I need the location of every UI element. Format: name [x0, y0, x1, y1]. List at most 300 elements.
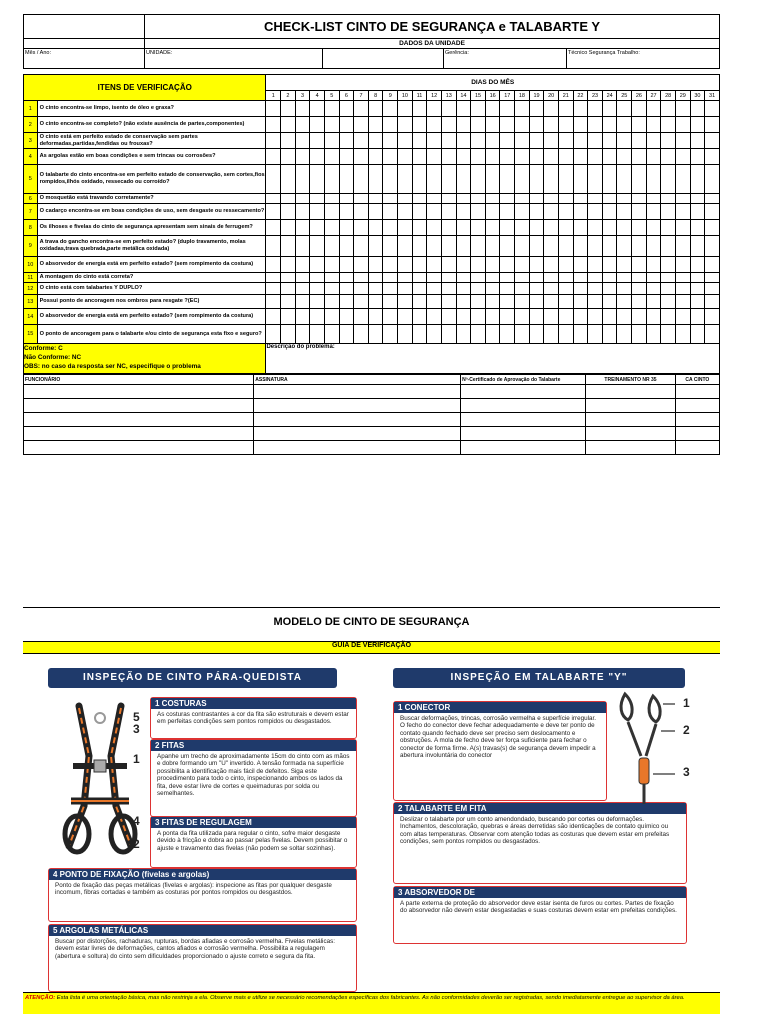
day-check-cell[interactable] [588, 165, 603, 194]
day-check-cell[interactable] [310, 149, 325, 165]
day-check-cell[interactable] [515, 133, 530, 149]
day-check-cell[interactable] [500, 220, 515, 236]
day-check-cell[interactable] [500, 236, 515, 257]
day-check-cell[interactable] [573, 133, 588, 149]
day-check-cell[interactable] [339, 101, 354, 117]
day-check-cell[interactable] [368, 236, 383, 257]
day-check-cell[interactable] [705, 149, 720, 165]
day-check-cell[interactable] [427, 309, 442, 325]
day-check-cell[interactable] [602, 149, 617, 165]
day-check-cell[interactable] [485, 133, 500, 149]
day-check-cell[interactable] [383, 133, 398, 149]
day-check-cell[interactable] [398, 236, 413, 257]
day-check-cell[interactable] [602, 295, 617, 309]
day-check-cell[interactable] [617, 165, 632, 194]
day-check-cell[interactable] [354, 149, 369, 165]
day-check-cell[interactable] [544, 257, 559, 273]
unidade-field[interactable]: UNIDADE: [145, 49, 323, 69]
day-check-cell[interactable] [588, 149, 603, 165]
day-check-cell[interactable] [324, 295, 339, 309]
day-check-cell[interactable] [632, 325, 647, 344]
day-check-cell[interactable] [266, 283, 281, 295]
day-check-cell[interactable] [500, 257, 515, 273]
day-check-cell[interactable] [705, 117, 720, 133]
day-check-cell[interactable] [632, 117, 647, 133]
day-check-cell[interactable] [471, 295, 486, 309]
day-check-cell[interactable] [310, 101, 325, 117]
day-check-cell[interactable] [281, 117, 296, 133]
day-check-cell[interactable] [661, 117, 676, 133]
day-check-cell[interactable] [398, 149, 413, 165]
day-check-cell[interactable] [339, 325, 354, 344]
day-check-cell[interactable] [529, 295, 544, 309]
day-check-cell[interactable] [456, 165, 471, 194]
signature-cell[interactable] [254, 399, 461, 413]
day-check-cell[interactable] [646, 165, 661, 194]
day-check-cell[interactable] [500, 117, 515, 133]
day-check-cell[interactable] [266, 257, 281, 273]
day-check-cell[interactable] [602, 257, 617, 273]
day-check-cell[interactable] [675, 133, 690, 149]
day-check-cell[interactable] [661, 194, 676, 204]
day-check-cell[interactable] [471, 101, 486, 117]
tecnico-field[interactable]: Técnico Segurança Trabalho: [567, 49, 720, 69]
day-check-cell[interactable] [295, 309, 310, 325]
day-check-cell[interactable] [471, 273, 486, 283]
day-check-cell[interactable] [412, 325, 427, 344]
day-check-cell[interactable] [354, 194, 369, 204]
day-check-cell[interactable] [471, 236, 486, 257]
day-check-cell[interactable] [500, 194, 515, 204]
day-check-cell[interactable] [602, 165, 617, 194]
signature-cell[interactable] [586, 399, 676, 413]
day-check-cell[interactable] [354, 117, 369, 133]
signature-cell[interactable] [461, 399, 586, 413]
day-check-cell[interactable] [324, 325, 339, 344]
day-check-cell[interactable] [368, 309, 383, 325]
day-check-cell[interactable] [705, 236, 720, 257]
day-check-cell[interactable] [281, 101, 296, 117]
day-check-cell[interactable] [266, 194, 281, 204]
day-check-cell[interactable] [661, 101, 676, 117]
day-check-cell[interactable] [383, 295, 398, 309]
day-check-cell[interactable] [544, 220, 559, 236]
day-check-cell[interactable] [675, 194, 690, 204]
day-check-cell[interactable] [412, 283, 427, 295]
day-check-cell[interactable] [632, 220, 647, 236]
day-check-cell[interactable] [661, 257, 676, 273]
day-check-cell[interactable] [617, 236, 632, 257]
day-check-cell[interactable] [324, 101, 339, 117]
day-check-cell[interactable] [690, 194, 705, 204]
day-check-cell[interactable] [485, 101, 500, 117]
day-check-cell[interactable] [617, 220, 632, 236]
day-check-cell[interactable] [281, 149, 296, 165]
day-check-cell[interactable] [690, 220, 705, 236]
day-check-cell[interactable] [515, 295, 530, 309]
day-check-cell[interactable] [354, 220, 369, 236]
day-check-cell[interactable] [573, 309, 588, 325]
day-check-cell[interactable] [500, 165, 515, 194]
day-check-cell[interactable] [383, 309, 398, 325]
day-check-cell[interactable] [544, 325, 559, 344]
day-check-cell[interactable] [705, 133, 720, 149]
day-check-cell[interactable] [661, 133, 676, 149]
day-check-cell[interactable] [588, 257, 603, 273]
day-check-cell[interactable] [690, 283, 705, 295]
day-check-cell[interactable] [544, 149, 559, 165]
day-check-cell[interactable] [412, 117, 427, 133]
day-check-cell[interactable] [441, 257, 456, 273]
day-check-cell[interactable] [412, 194, 427, 204]
day-check-cell[interactable] [441, 325, 456, 344]
day-check-cell[interactable] [354, 133, 369, 149]
day-check-cell[interactable] [310, 117, 325, 133]
day-check-cell[interactable] [617, 295, 632, 309]
day-check-cell[interactable] [441, 220, 456, 236]
day-check-cell[interactable] [281, 194, 296, 204]
day-check-cell[interactable] [427, 133, 442, 149]
day-check-cell[interactable] [456, 194, 471, 204]
day-check-cell[interactable] [471, 283, 486, 295]
day-check-cell[interactable] [324, 149, 339, 165]
day-check-cell[interactable] [324, 236, 339, 257]
day-check-cell[interactable] [398, 101, 413, 117]
signature-cell[interactable] [586, 385, 676, 399]
day-check-cell[interactable] [632, 295, 647, 309]
day-check-cell[interactable] [281, 309, 296, 325]
day-check-cell[interactable] [529, 133, 544, 149]
day-check-cell[interactable] [310, 325, 325, 344]
day-check-cell[interactable] [471, 133, 486, 149]
day-check-cell[interactable] [602, 309, 617, 325]
day-check-cell[interactable] [558, 133, 573, 149]
day-check-cell[interactable] [646, 194, 661, 204]
day-check-cell[interactable] [661, 165, 676, 194]
day-check-cell[interactable] [661, 283, 676, 295]
day-check-cell[interactable] [266, 236, 281, 257]
day-check-cell[interactable] [354, 257, 369, 273]
day-check-cell[interactable] [339, 220, 354, 236]
day-check-cell[interactable] [617, 273, 632, 283]
day-check-cell[interactable] [500, 273, 515, 283]
day-check-cell[interactable] [705, 220, 720, 236]
day-check-cell[interactable] [617, 309, 632, 325]
day-check-cell[interactable] [368, 295, 383, 309]
day-check-cell[interactable] [427, 257, 442, 273]
day-check-cell[interactable] [427, 165, 442, 194]
day-check-cell[interactable] [441, 309, 456, 325]
day-check-cell[interactable] [324, 283, 339, 295]
day-check-cell[interactable] [295, 295, 310, 309]
signature-cell[interactable] [675, 399, 719, 413]
day-check-cell[interactable] [602, 236, 617, 257]
day-check-cell[interactable] [412, 257, 427, 273]
day-check-cell[interactable] [558, 194, 573, 204]
day-check-cell[interactable] [427, 117, 442, 133]
day-check-cell[interactable] [456, 273, 471, 283]
day-check-cell[interactable] [310, 220, 325, 236]
day-check-cell[interactable] [675, 204, 690, 220]
day-check-cell[interactable] [705, 204, 720, 220]
day-check-cell[interactable] [705, 165, 720, 194]
day-check-cell[interactable] [456, 149, 471, 165]
day-check-cell[interactable] [602, 283, 617, 295]
day-check-cell[interactable] [632, 101, 647, 117]
day-check-cell[interactable] [515, 204, 530, 220]
day-check-cell[interactable] [295, 204, 310, 220]
day-check-cell[interactable] [456, 220, 471, 236]
day-check-cell[interactable] [529, 273, 544, 283]
day-check-cell[interactable] [485, 283, 500, 295]
day-check-cell[interactable] [398, 273, 413, 283]
day-check-cell[interactable] [515, 283, 530, 295]
day-check-cell[interactable] [602, 273, 617, 283]
day-check-cell[interactable] [354, 283, 369, 295]
day-check-cell[interactable] [456, 295, 471, 309]
day-check-cell[interactable] [558, 325, 573, 344]
day-check-cell[interactable] [690, 325, 705, 344]
day-check-cell[interactable] [354, 309, 369, 325]
day-check-cell[interactable] [588, 283, 603, 295]
signature-cell[interactable] [254, 441, 461, 455]
day-check-cell[interactable] [675, 309, 690, 325]
day-check-cell[interactable] [266, 101, 281, 117]
day-check-cell[interactable] [295, 325, 310, 344]
day-check-cell[interactable] [500, 309, 515, 325]
day-check-cell[interactable] [368, 273, 383, 283]
day-check-cell[interactable] [310, 194, 325, 204]
day-check-cell[interactable] [412, 273, 427, 283]
day-check-cell[interactable] [529, 236, 544, 257]
day-check-cell[interactable] [427, 325, 442, 344]
day-check-cell[interactable] [675, 236, 690, 257]
day-check-cell[interactable] [544, 236, 559, 257]
day-check-cell[interactable] [412, 165, 427, 194]
day-check-cell[interactable] [690, 273, 705, 283]
day-check-cell[interactable] [558, 220, 573, 236]
day-check-cell[interactable] [339, 236, 354, 257]
signature-cell[interactable] [461, 385, 586, 399]
day-check-cell[interactable] [588, 117, 603, 133]
day-check-cell[interactable] [588, 325, 603, 344]
day-check-cell[interactable] [544, 133, 559, 149]
day-check-cell[interactable] [310, 309, 325, 325]
day-check-cell[interactable] [456, 101, 471, 117]
day-check-cell[interactable] [617, 117, 632, 133]
day-check-cell[interactable] [661, 325, 676, 344]
day-check-cell[interactable] [529, 101, 544, 117]
day-check-cell[interactable] [690, 236, 705, 257]
day-check-cell[interactable] [456, 325, 471, 344]
day-check-cell[interactable] [588, 220, 603, 236]
day-check-cell[interactable] [456, 236, 471, 257]
day-check-cell[interactable] [281, 165, 296, 194]
day-check-cell[interactable] [324, 165, 339, 194]
signature-cell[interactable] [461, 441, 586, 455]
day-check-cell[interactable] [661, 295, 676, 309]
day-check-cell[interactable] [398, 325, 413, 344]
day-check-cell[interactable] [295, 273, 310, 283]
day-check-cell[interactable] [295, 257, 310, 273]
signature-cell[interactable] [254, 427, 461, 441]
day-check-cell[interactable] [529, 283, 544, 295]
day-check-cell[interactable] [675, 117, 690, 133]
day-check-cell[interactable] [515, 220, 530, 236]
day-check-cell[interactable] [661, 309, 676, 325]
day-check-cell[interactable] [324, 204, 339, 220]
day-check-cell[interactable] [646, 325, 661, 344]
day-check-cell[interactable] [646, 309, 661, 325]
day-check-cell[interactable] [310, 204, 325, 220]
day-check-cell[interactable] [705, 309, 720, 325]
day-check-cell[interactable] [690, 149, 705, 165]
day-check-cell[interactable] [368, 101, 383, 117]
signature-cell[interactable] [254, 385, 461, 399]
day-check-cell[interactable] [295, 220, 310, 236]
day-check-cell[interactable] [515, 325, 530, 344]
day-check-cell[interactable] [675, 273, 690, 283]
day-check-cell[interactable] [295, 194, 310, 204]
day-check-cell[interactable] [632, 204, 647, 220]
day-check-cell[interactable] [281, 325, 296, 344]
day-check-cell[interactable] [529, 257, 544, 273]
day-check-cell[interactable] [485, 295, 500, 309]
day-check-cell[interactable] [339, 295, 354, 309]
day-check-cell[interactable] [646, 204, 661, 220]
day-check-cell[interactable] [310, 295, 325, 309]
day-check-cell[interactable] [485, 257, 500, 273]
day-check-cell[interactable] [690, 309, 705, 325]
day-check-cell[interactable] [383, 117, 398, 133]
day-check-cell[interactable] [427, 194, 442, 204]
day-check-cell[interactable] [675, 149, 690, 165]
day-check-cell[interactable] [427, 273, 442, 283]
day-check-cell[interactable] [354, 273, 369, 283]
day-check-cell[interactable] [588, 273, 603, 283]
day-check-cell[interactable] [456, 283, 471, 295]
day-check-cell[interactable] [383, 325, 398, 344]
day-check-cell[interactable] [368, 194, 383, 204]
day-check-cell[interactable] [324, 257, 339, 273]
day-check-cell[interactable] [427, 220, 442, 236]
day-check-cell[interactable] [558, 273, 573, 283]
day-check-cell[interactable] [529, 325, 544, 344]
day-check-cell[interactable] [705, 273, 720, 283]
day-check-cell[interactable] [675, 295, 690, 309]
day-check-cell[interactable] [632, 283, 647, 295]
day-check-cell[interactable] [398, 309, 413, 325]
day-check-cell[interactable] [383, 101, 398, 117]
day-check-cell[interactable] [573, 295, 588, 309]
day-check-cell[interactable] [529, 204, 544, 220]
day-check-cell[interactable] [573, 117, 588, 133]
day-check-cell[interactable] [471, 204, 486, 220]
day-check-cell[interactable] [529, 194, 544, 204]
day-check-cell[interactable] [485, 117, 500, 133]
day-check-cell[interactable] [383, 283, 398, 295]
day-check-cell[interactable] [705, 257, 720, 273]
day-check-cell[interactable] [266, 133, 281, 149]
day-check-cell[interactable] [310, 257, 325, 273]
day-check-cell[interactable] [339, 309, 354, 325]
day-check-cell[interactable] [383, 194, 398, 204]
day-check-cell[interactable] [529, 117, 544, 133]
day-check-cell[interactable] [558, 204, 573, 220]
signature-cell[interactable] [586, 427, 676, 441]
day-check-cell[interactable] [471, 165, 486, 194]
day-check-cell[interactable] [412, 149, 427, 165]
day-check-cell[interactable] [675, 165, 690, 194]
day-check-cell[interactable] [398, 295, 413, 309]
day-check-cell[interactable] [646, 101, 661, 117]
day-check-cell[interactable] [427, 236, 442, 257]
day-check-cell[interactable] [383, 165, 398, 194]
day-check-cell[interactable] [295, 149, 310, 165]
day-check-cell[interactable] [544, 101, 559, 117]
day-check-cell[interactable] [602, 101, 617, 117]
day-check-cell[interactable] [339, 257, 354, 273]
day-check-cell[interactable] [368, 257, 383, 273]
day-check-cell[interactable] [617, 204, 632, 220]
day-check-cell[interactable] [441, 295, 456, 309]
day-check-cell[interactable] [602, 325, 617, 344]
day-check-cell[interactable] [588, 204, 603, 220]
day-check-cell[interactable] [500, 295, 515, 309]
day-check-cell[interactable] [368, 220, 383, 236]
day-check-cell[interactable] [661, 236, 676, 257]
day-check-cell[interactable] [632, 273, 647, 283]
day-check-cell[interactable] [646, 236, 661, 257]
day-check-cell[interactable] [632, 165, 647, 194]
day-check-cell[interactable] [705, 295, 720, 309]
day-check-cell[interactable] [573, 194, 588, 204]
day-check-cell[interactable] [339, 165, 354, 194]
day-check-cell[interactable] [485, 204, 500, 220]
day-check-cell[interactable] [398, 165, 413, 194]
day-check-cell[interactable] [266, 295, 281, 309]
day-check-cell[interactable] [339, 117, 354, 133]
day-check-cell[interactable] [515, 309, 530, 325]
day-check-cell[interactable] [324, 194, 339, 204]
day-check-cell[interactable] [471, 220, 486, 236]
day-check-cell[interactable] [573, 236, 588, 257]
day-check-cell[interactable] [324, 309, 339, 325]
signature-cell[interactable] [675, 427, 719, 441]
day-check-cell[interactable] [398, 283, 413, 295]
day-check-cell[interactable] [675, 325, 690, 344]
day-check-cell[interactable] [441, 133, 456, 149]
day-check-cell[interactable] [500, 204, 515, 220]
day-check-cell[interactable] [632, 133, 647, 149]
day-check-cell[interactable] [500, 101, 515, 117]
day-check-cell[interactable] [354, 165, 369, 194]
day-check-cell[interactable] [588, 194, 603, 204]
day-check-cell[interactable] [544, 165, 559, 194]
day-check-cell[interactable] [310, 283, 325, 295]
day-check-cell[interactable] [441, 204, 456, 220]
day-check-cell[interactable] [573, 257, 588, 273]
day-check-cell[interactable] [529, 309, 544, 325]
signature-cell[interactable] [24, 413, 254, 427]
day-check-cell[interactable] [588, 101, 603, 117]
day-check-cell[interactable] [485, 194, 500, 204]
day-check-cell[interactable] [617, 101, 632, 117]
day-check-cell[interactable] [324, 273, 339, 283]
day-check-cell[interactable] [544, 283, 559, 295]
day-check-cell[interactable] [558, 257, 573, 273]
day-check-cell[interactable] [266, 220, 281, 236]
